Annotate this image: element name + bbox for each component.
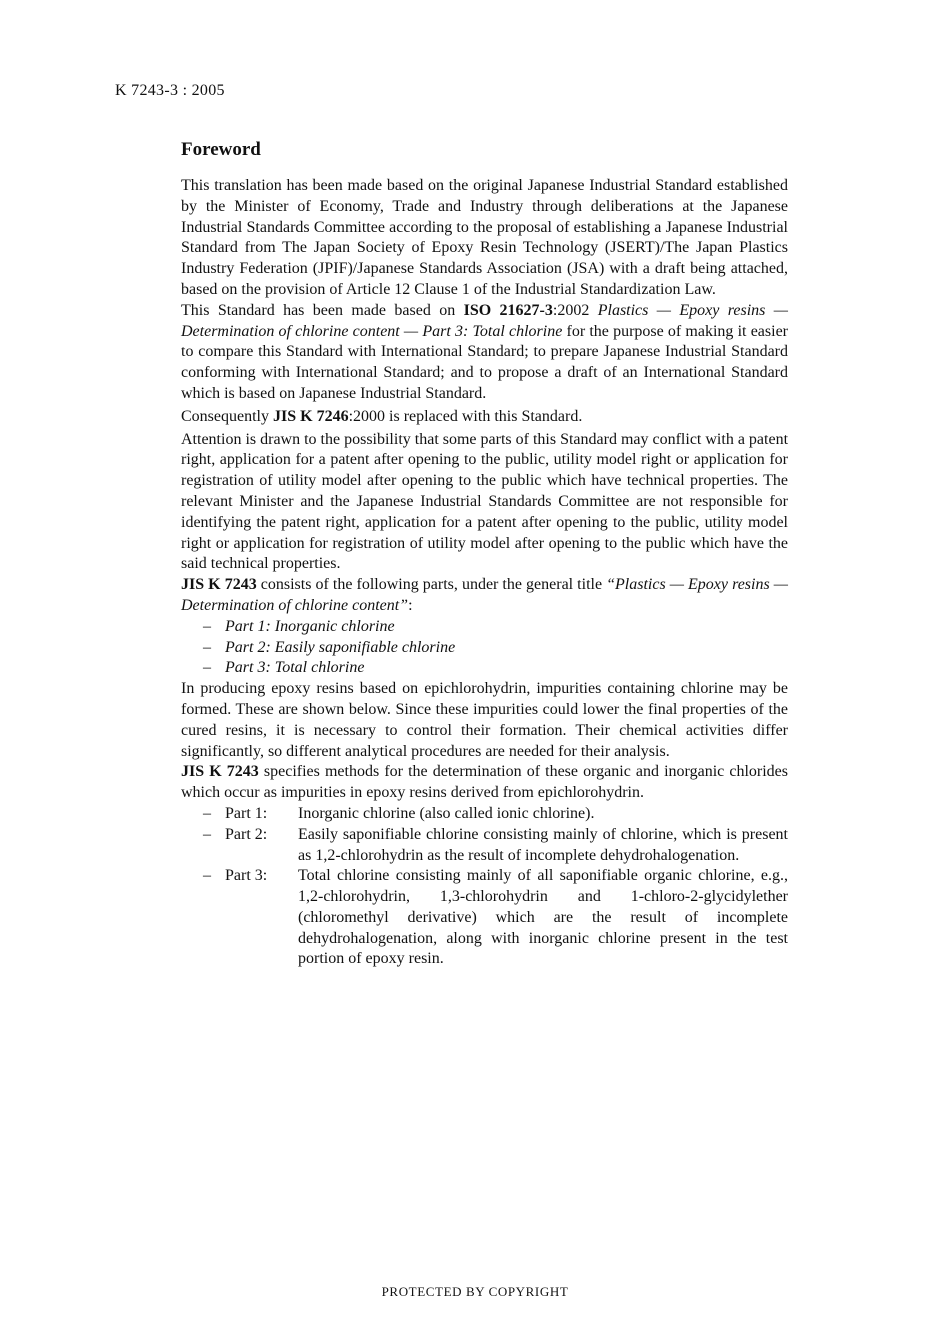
copyright-footer: PROTECTED BY COPYRIGHT <box>381 1284 569 1299</box>
text-run: This Standard has been made based on <box>181 301 464 319</box>
list-item <box>203 804 788 825</box>
paragraph-patent-notice: Attention is drawn to the possibility that some parts of this Standard may conflict with a patent right, application for a patent after opening to the public, utility model right or application for registration of utility model after opening to the public which have technical properties. The relevant Minister and the Japanese Industrial Standards Committee are not responsible for identifying the patent right, application for a patent after opening to the public, utility model right or application for registration of utility model after opening to the public which have the said technical properties. <box>181 430 789 573</box>
paragraph-impurities: In producing epoxy resins based on epichlorohydrin, impurities containing chlorine may be formed. These are shown below. Since these impurities could lower the final properties of the cured resins, it is necessary to control their formation. Their chemical activities differ significantly, so different analytical procedures are needed for their analysis. <box>181 680 788 760</box>
text-run: :2000 is replaced with this Standard. <box>348 407 583 425</box>
running-header: K 7243-3 : 2005 <box>115 82 225 99</box>
paragraph-translation-basis: This translation has been made based on the original Japanese Industrial Standard established by the Minister of Economy, Trade and Industry through deliberations at the Japanese Industrial Standards Committee according to the proposal of establishing a Japanese Industrial Standard from The Japan Society of Epoxy Resin Technology (JSERT)/The Japan Plastics Industry Federation (JPIF)/Japanese Standards Association (JSA) with a draft being attached, based on the provision of Article 12 Clause 1 of the Industrial Standardization Law. <box>181 177 788 298</box>
text-run: :2002 <box>552 301 598 319</box>
part-label: – Part 1: <box>225 804 268 822</box>
part-description: Inorganic chlorine (also called ionic chlorine). <box>298 804 595 822</box>
paragraph-methods <box>181 762 788 804</box>
parts-description-list <box>181 804 788 970</box>
paragraph-iso-basis <box>181 301 788 405</box>
iso-title: Plastics — Epoxy resins — Determination of chlorine content — Part 3: Total chlorine <box>181 301 788 340</box>
list-item: – Part 1: Inorganic chlorine <box>203 617 788 638</box>
text-run: for the purpose of making it easier to compare this Standard with International Standard; to prepare Japanese Industrial Standard conforming with International Standard; and to propose a draft of an International Standard which is based on Japanese Industrial Standard. <box>181 322 788 402</box>
list-item: – Part 3: Total chlorine <box>203 658 788 679</box>
list-item <box>203 825 788 867</box>
list-item <box>203 866 788 970</box>
jis-reference: JIS K 7243 <box>181 763 259 781</box>
jis-reference: JIS K 7246 <box>273 407 349 425</box>
general-title: “Plastics — Epoxy resins — Determination of chlorine content” <box>181 576 788 614</box>
jis-reference: JIS K 7243 <box>181 576 257 594</box>
text-run: consists of the following parts, under the general title <box>256 576 607 594</box>
text-run: Consequently <box>181 407 273 425</box>
section-heading: Foreword <box>181 139 261 160</box>
paragraph-replacement <box>181 407 788 428</box>
part-description: Easily saponifiable chlorine consisting mainly of chlorine, which is present as 1,2-chlorohydrin as the result of incomplete dehydrohalogenation. <box>298 825 788 864</box>
text-run: : <box>408 596 413 614</box>
text-run: specifies methods for the determination of these organic and inorganic chlorides which occur as impurities in epoxy resins derived from epichlorohydrin. <box>181 763 789 802</box>
parts-list <box>181 617 788 679</box>
list-item: – Part 2: Easily saponifiable chlorine <box>203 638 788 659</box>
foreword-section <box>181 138 788 970</box>
foreword-body <box>181 176 788 970</box>
part-label: – Part 2: <box>225 825 268 843</box>
iso-reference: ISO 21627-3 <box>463 301 553 319</box>
part-label: – Part 3: <box>225 867 268 885</box>
part-description: Total chlorine consisting mainly of all saponifiable organic chlorine, e.g., 1,2-chlorohydrin, 1,3-chlorohydrin and 1-chloro-2-glycidylether (chloromethyl derivative) which are the result of incomplete dehydrohalogenation, along with inorganic chlorine present in the test portion of epoxy resin. <box>298 867 788 968</box>
paragraph-parts-intro <box>181 575 788 617</box>
